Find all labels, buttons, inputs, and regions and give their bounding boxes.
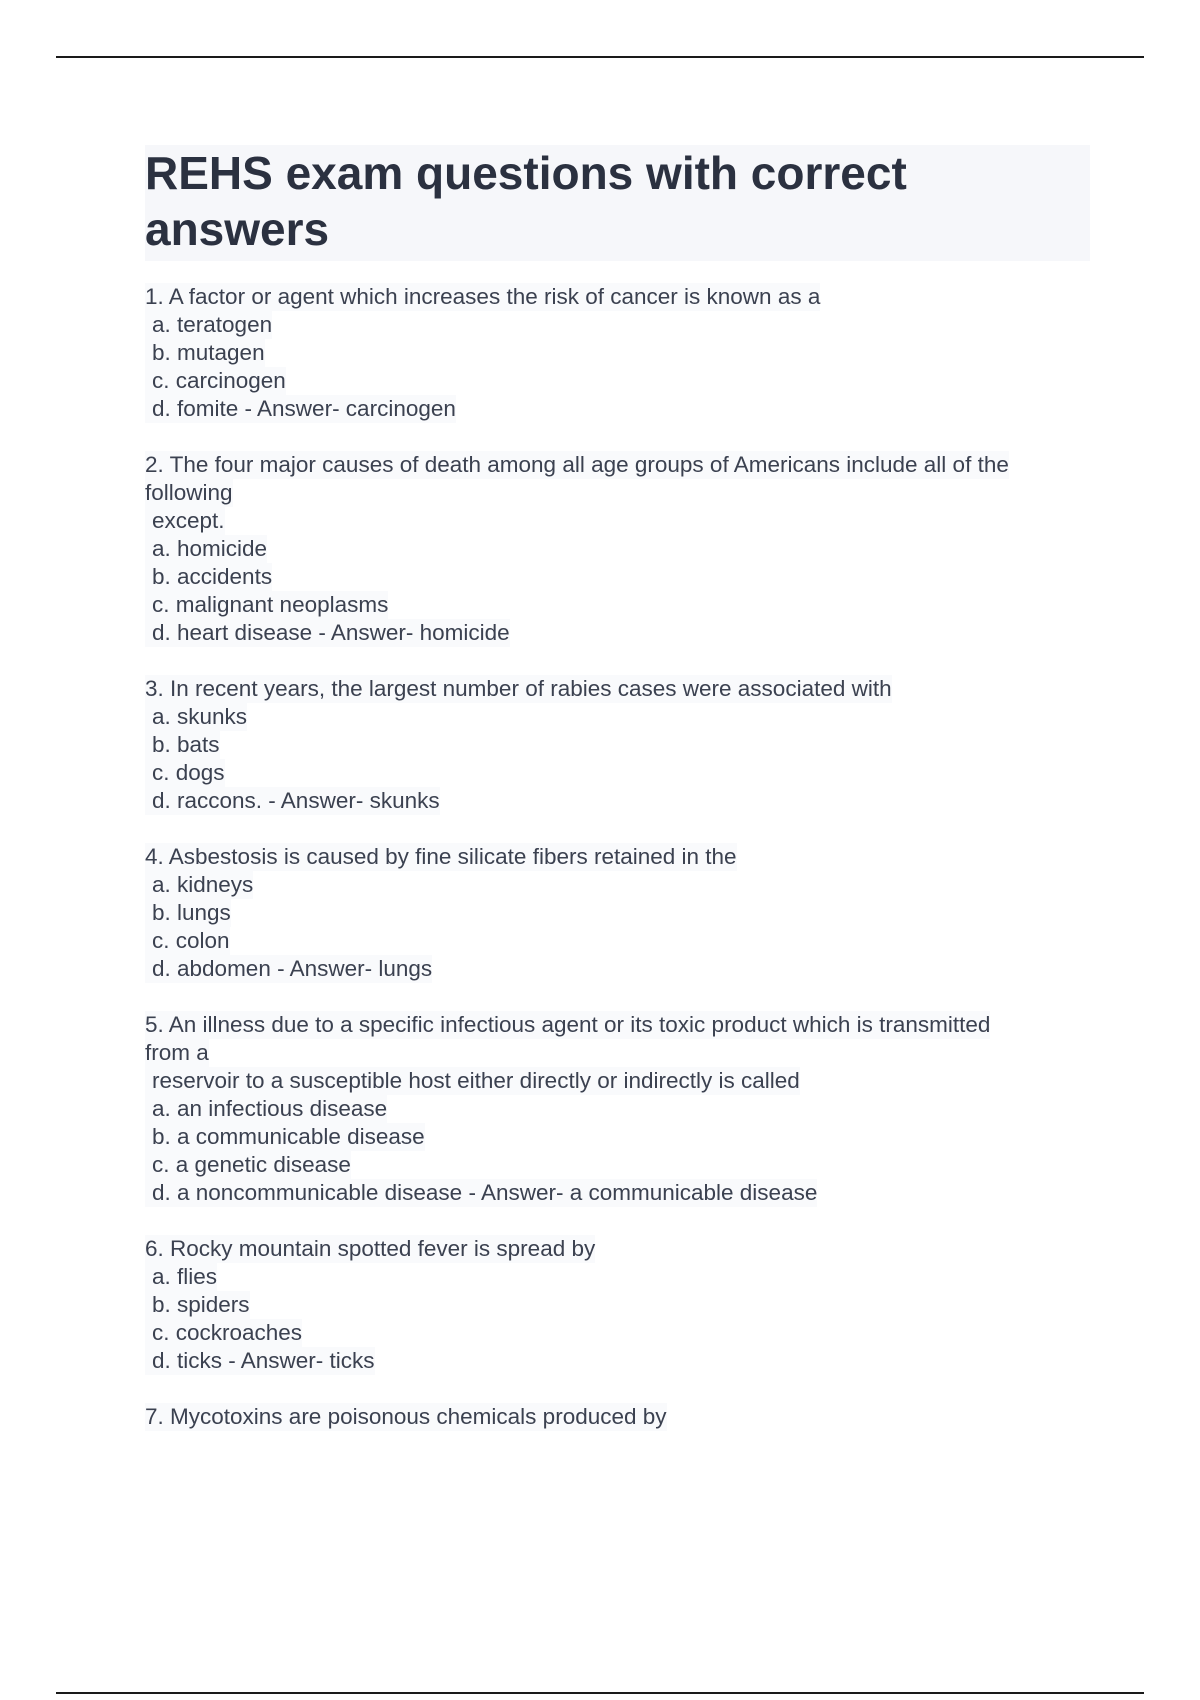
answer-option: c. cockroaches: [145, 1319, 302, 1347]
question-5: [145, 1011, 1090, 1207]
answer-option: b. mutagen: [145, 339, 265, 367]
question-2: [145, 451, 1090, 647]
answer-option-with-answer: d. ticks - Answer- ticks: [145, 1347, 375, 1375]
answer-option: b. spiders: [145, 1291, 250, 1319]
question-4: [145, 843, 1090, 983]
top-rule: [56, 56, 1144, 58]
question-text: 2. The four major causes of death among all age groups of Americans include all of the: [145, 452, 1009, 477]
question-3: [145, 675, 1090, 815]
answer-option: a. teratogen: [145, 311, 272, 339]
answer-option-with-answer: d. heart disease - Answer- homicide: [145, 619, 510, 647]
answer-option: c. colon: [145, 927, 230, 955]
answer-option: c. carcinogen: [145, 367, 286, 395]
answer-option-with-answer: d. a noncommunicable disease - Answer- a communicable disease: [145, 1179, 817, 1207]
answer-option: b. accidents: [145, 563, 272, 591]
question-1: [145, 283, 1090, 423]
question-6: [145, 1235, 1090, 1375]
answer-option: a. homicide: [145, 535, 267, 563]
question-text: 7. Mycotoxins are poisonous chemicals produced by: [145, 1404, 667, 1429]
bottom-rule: [56, 1692, 1144, 1694]
question-text-continued: following: [145, 480, 233, 505]
question-text: 5. An illness due to a specific infectious agent or its toxic product which is transmitted: [145, 1012, 991, 1037]
question-text: 3. In recent years, the largest number of rabies cases were associated with: [145, 676, 892, 701]
page-title: REHS exam questions with correct answers: [145, 147, 907, 255]
answer-option: a. flies: [145, 1263, 217, 1291]
title-box: [145, 145, 1090, 261]
question-7: [145, 1403, 1090, 1431]
answer-option-with-answer: d. fomite - Answer- carcinogen: [145, 395, 456, 423]
answer-option: b. lungs: [145, 899, 231, 927]
answer-option: c. malignant neoplasms: [145, 591, 388, 619]
answer-option: c. dogs: [145, 759, 225, 787]
answer-option: c. a genetic disease: [145, 1151, 351, 1179]
question-text: 4. Asbestosis is caused by fine silicate fibers retained in the: [145, 844, 737, 869]
question-text: 6. Rocky mountain spotted fever is spread by: [145, 1236, 596, 1261]
document-body: [145, 145, 1090, 1459]
answer-option-with-answer: d. raccons. - Answer- skunks: [145, 787, 440, 815]
answer-option: b. a communicable disease: [145, 1123, 425, 1151]
question-text: 1. A factor or agent which increases the risk of cancer is known as a: [145, 284, 821, 309]
question-text-continued: reservoir to a susceptible host either directly or indirectly is called: [145, 1067, 800, 1095]
answer-option: a. skunks: [145, 703, 247, 731]
answer-option-with-answer: d. abdomen - Answer- lungs: [145, 955, 432, 983]
answer-option: a. an infectious disease: [145, 1095, 387, 1123]
answer-option: a. kidneys: [145, 871, 253, 899]
answer-option: b. bats: [145, 731, 220, 759]
question-text-continued: except.: [145, 507, 225, 535]
question-text-continued: from a: [145, 1040, 209, 1065]
